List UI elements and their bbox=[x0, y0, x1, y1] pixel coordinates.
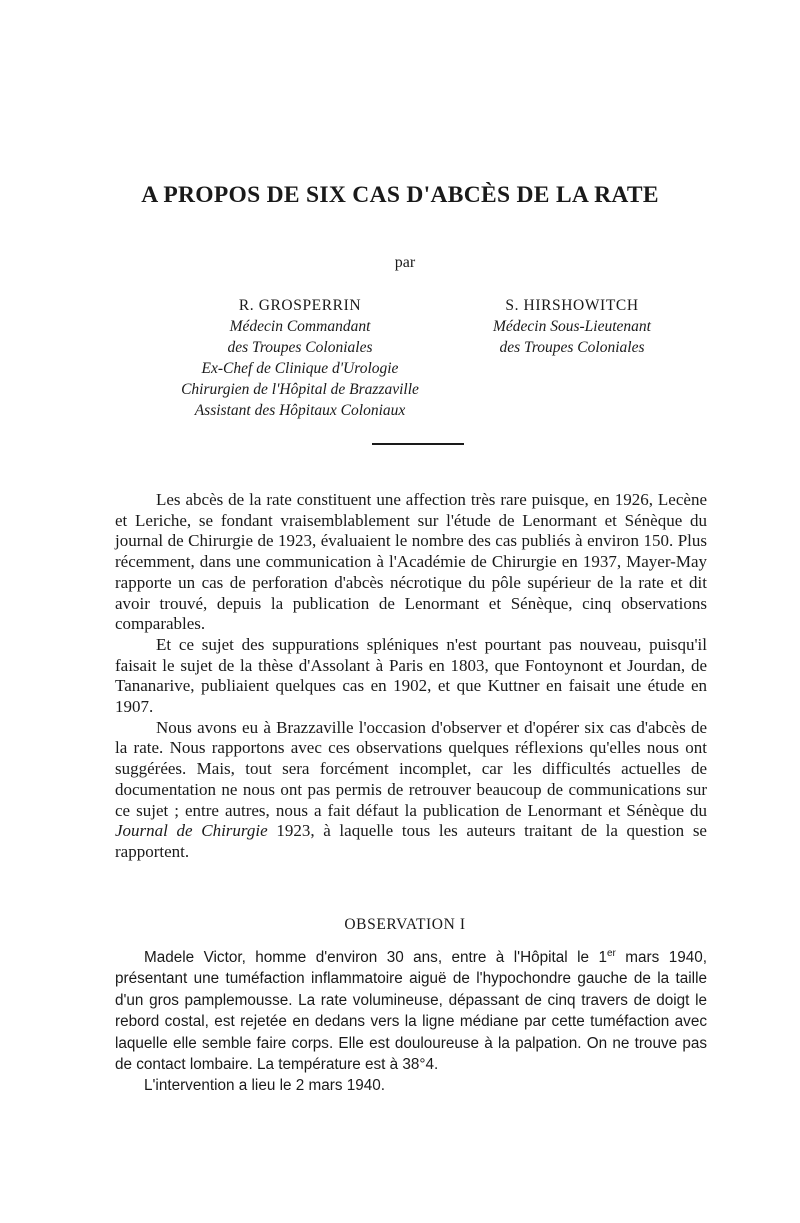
author-block-left bbox=[100, 295, 500, 421]
paragraph-text: Nous avons eu à Brazzaville l'occasion d'observer et d'opérer six cas d'abcès de la rate. Nous rapportons avec ces observations quelques réflexions qu'elles nous ont suggérées. Mais, tout sera forcément incomplet, car les difficultés actuelles de documentation ne nous ont pas permis de retrouver beaucoup de communications sur ce sujet ; entre autres, nous a fait défaut la publication de Lenormant et Sénèque du bbox=[115, 717, 707, 820]
observation-paragraph: L'intervention a lieu le 2 mars 1940. bbox=[144, 1077, 386, 1095]
author-role: Médecin Sous-Lieutenant bbox=[493, 318, 651, 335]
author-role: des Troupes Coloniales bbox=[499, 339, 645, 356]
separator-rule bbox=[372, 443, 464, 445]
author-role: Assistant des Hôpitaux Coloniaux bbox=[194, 402, 406, 419]
paragraph-text: Madele Victor, homme d'environ 30 ans, entre à l'Hôpital le 1 bbox=[144, 949, 607, 966]
observation-paragraph bbox=[115, 947, 707, 1075]
author-role: des Troupes Coloniales bbox=[227, 339, 373, 356]
intro-paragraph: Les abcès de la rate constituent une affection très rare puisque, en 1926, Lecène et Leriche, se fondant vraisemblablement sur l'étude de Lenormant et Sénèque du journal de Chirurgie de 1923, évaluaient le nombre des cas publiés à environ 150. Plus récemment, dans une communication à l'Académie de Chirurgie en 1937, Mayer-May rapporte un cas de perforation d'abcès nécrotique du pôle supérieur de la rate et dit avoir trouvé, depuis la publication de Lenormant et Sénèque, cinq observations comparables. bbox=[115, 490, 707, 634]
author-name: R. GROSPERRIN bbox=[238, 297, 362, 314]
paragraph-text: mars 1940, présentant une tuméfaction inflammatoire aiguë de l'hypochondre gauche de la taille d'un gros pamplemousse. La rate volumineuse, dépassant de cinq travers de doigt le rebord costal, est rejetée en dedans vers la ligne médiane par cette tuméfaction avec laquelle elle semble faire corps. Elle est douloureuse à la palpation. On ne trouve pas de contact lombaire. La température est à 38°4. bbox=[115, 949, 707, 1074]
introduction bbox=[115, 490, 707, 863]
author-block-right bbox=[452, 295, 692, 358]
paragraph-text: 1923, à laquelle tous les auteurs traitant de la question se rapportent. bbox=[115, 821, 707, 861]
author-role: Ex-Chef de Clinique d'Urologie bbox=[201, 360, 399, 377]
article-title: A PROPOS DE SIX CAS D'ABCÈS DE LA RATE bbox=[141, 182, 659, 208]
intro-paragraph bbox=[115, 718, 707, 863]
author-role: Médecin Commandant bbox=[229, 318, 371, 335]
by-line: par bbox=[394, 254, 416, 271]
journal-name: Journal de Chirurgie bbox=[115, 821, 268, 841]
author-name: S. HIRSHOWITCH bbox=[505, 297, 639, 314]
intro-paragraph: Et ce sujet des suppurations spléniques n'est pourtant pas nouveau, puisqu'il faisait le sujet de la thèse d'Assolant à Paris en 1803, que Fontoynont et Jourdan, de Tananarive, publiaient quelques cas en 1902, et que Kuttner en faisait une étude en 1907. bbox=[115, 634, 707, 717]
observation-body bbox=[115, 947, 707, 1097]
author-role: Chirurgien de l'Hôpital de Brazzaville bbox=[181, 381, 419, 398]
ordinal-superscript: er bbox=[606, 947, 616, 959]
observation-heading: OBSERVATION I bbox=[344, 916, 466, 933]
